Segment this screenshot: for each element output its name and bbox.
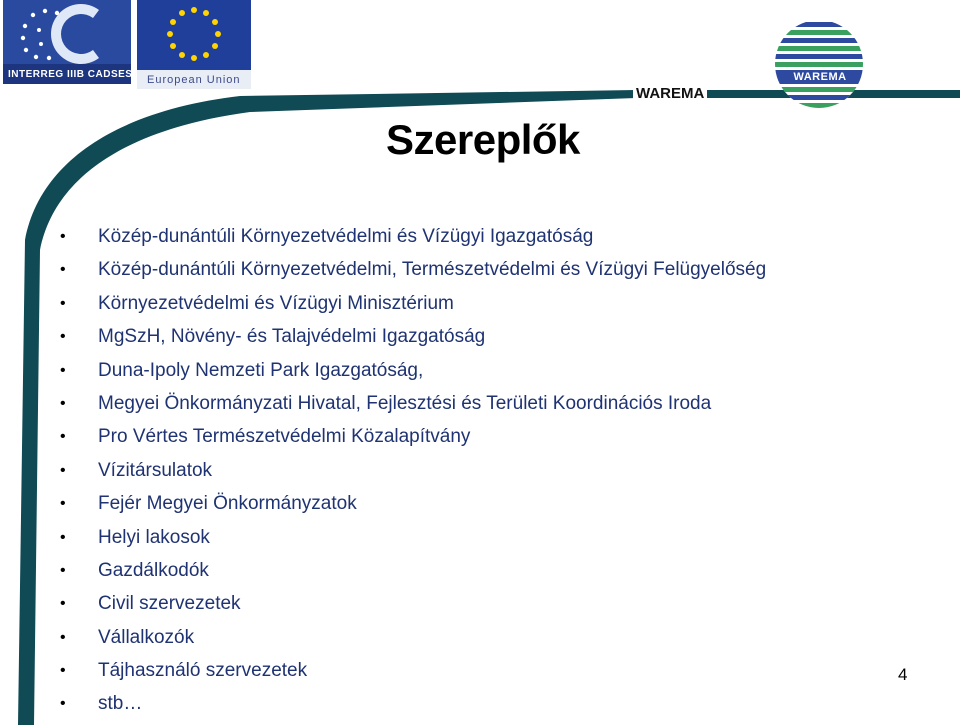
bullet-dot-icon: • xyxy=(60,361,66,379)
header-label: WAREMA xyxy=(633,85,707,102)
bullet-dot-icon: • xyxy=(60,662,66,680)
bullet-dot-icon: • xyxy=(60,261,66,279)
bullet-dot-icon: • xyxy=(60,228,66,245)
bullet-dot-icon: • xyxy=(60,595,66,613)
bullet-dot-icon: • xyxy=(60,294,66,312)
bullet-dot-icon: • xyxy=(60,328,66,346)
page-number: 4 xyxy=(898,665,908,684)
warema-logo-text: WAREMA xyxy=(793,71,847,83)
bullet-dot-icon: • xyxy=(60,695,66,713)
bullet-dot-icon: • xyxy=(60,428,66,446)
warema-logo xyxy=(772,18,866,110)
bullet-dot-icon: • xyxy=(60,495,66,513)
slide-title: Szereplők xyxy=(386,116,580,163)
bullet-dot-icon: • xyxy=(60,528,66,546)
bullet-dot-icon: • xyxy=(60,394,66,412)
bullet-dot-icon: • xyxy=(60,461,66,479)
interreg-caption: INTERREG IIIB CADSES xyxy=(8,69,133,80)
bullet-dot-icon: • xyxy=(60,561,66,579)
slide: INTERREG IIIB CADSES European Union WAREMA WAREMA Szereplők • Közép-dunántúli Környezetvédelmi és Vízügyi Igazgatóság • Közép-dunántúli Környezetvédelmi, Természetvédelmi és Vízügyi Felügyelőség • Környezetvédelmi és Vízügyi Minisztérium • MgSzH, Növény- és Talajvédelmi Igazgatóság • Duna-Ipoly Nemzeti Park Igazgatóság, • Megyei Önkormányzati Hivatal, Fejlesztési és Területi Koordinációs Iroda • Pro Vértes Természetvédelmi Közalapítvány • Vízitársulatok • Fejér Megyei Önkormányzatok • Helyi lakosok • Gazdálkodók • Civil szervezetek • Vállalkozók • Tájhasználó szervezetek • stb… 4 xyxy=(0,0,960,725)
bullet-dot-icon: • xyxy=(60,628,66,646)
eu-caption: European Union xyxy=(147,74,241,86)
